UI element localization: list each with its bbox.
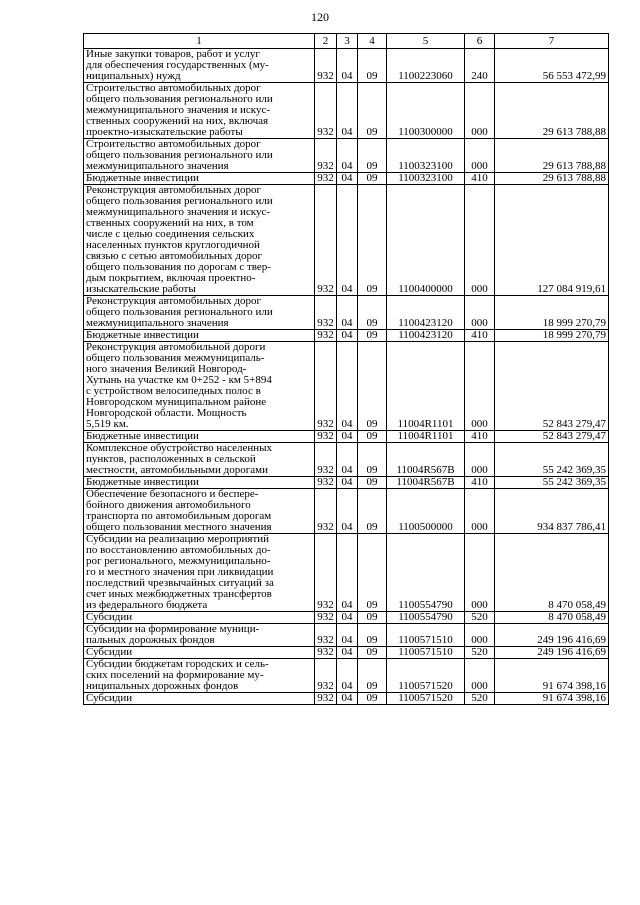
subsection-code-cell: 09 bbox=[358, 173, 387, 185]
target-article-cell: 1100223060 bbox=[387, 49, 465, 83]
expense-type-cell: 000 bbox=[465, 185, 495, 296]
subsection-code-cell: 09 bbox=[358, 612, 387, 624]
expense-name-cell: Бюджетные инвестиции bbox=[84, 173, 315, 185]
section-code-cell: 04 bbox=[337, 443, 358, 477]
expense-type-cell: 240 bbox=[465, 49, 495, 83]
target-article-cell: 1100323100 bbox=[387, 173, 465, 185]
expense-name-cell: Строительство автомобильных дорог общего пользования регионального или межмуниципального значения bbox=[84, 139, 315, 173]
table-row bbox=[84, 693, 609, 705]
expense-name-cell: Бюджетные инвестиции bbox=[84, 477, 315, 489]
section-code-cell: 04 bbox=[337, 342, 358, 431]
expense-type-cell: 520 bbox=[465, 693, 495, 705]
target-article-cell: 1100554790 bbox=[387, 612, 465, 624]
table-row bbox=[84, 659, 609, 693]
target-article-cell: 1100571510 bbox=[387, 624, 465, 647]
section-code-cell: 04 bbox=[337, 477, 358, 489]
amount-cell: 29 613 788,88 bbox=[495, 173, 609, 185]
section-code-cell: 04 bbox=[337, 296, 358, 330]
ministry-code-cell: 932 bbox=[315, 659, 337, 693]
expense-name-cell: Субсидии bbox=[84, 693, 315, 705]
section-code-cell: 04 bbox=[337, 185, 358, 296]
expense-type-cell: 410 bbox=[465, 330, 495, 342]
expense-type-cell: 000 bbox=[465, 534, 495, 612]
subsection-code-cell: 09 bbox=[358, 139, 387, 173]
subsection-code-cell: 09 bbox=[358, 624, 387, 647]
expense-type-cell: 000 bbox=[465, 489, 495, 534]
amount-cell: 91 674 398,16 bbox=[495, 659, 609, 693]
target-article-cell: 1100300000 bbox=[387, 83, 465, 139]
amount-cell: 29 613 788,88 bbox=[495, 139, 609, 173]
amount-cell: 934 837 786,41 bbox=[495, 489, 609, 534]
column-header: 4 bbox=[358, 34, 387, 49]
amount-cell: 55 242 369,35 bbox=[495, 443, 609, 477]
expense-name-cell: Иные закупки товаров, работ и услуг для обеспечения государственных (му- ниципальных) нужд bbox=[84, 49, 315, 83]
section-code-cell: 04 bbox=[337, 139, 358, 173]
section-code-cell: 04 bbox=[337, 612, 358, 624]
target-article-cell: 11004R1101 bbox=[387, 431, 465, 443]
amount-cell: 127 084 919,61 bbox=[495, 185, 609, 296]
table-row bbox=[84, 296, 609, 330]
ministry-code-cell: 932 bbox=[315, 489, 337, 534]
target-article-cell: 1100500000 bbox=[387, 489, 465, 534]
column-header: 6 bbox=[465, 34, 495, 49]
amount-cell: 52 843 279,47 bbox=[495, 431, 609, 443]
subsection-code-cell: 09 bbox=[358, 534, 387, 612]
ministry-code-cell: 932 bbox=[315, 647, 337, 659]
target-article-cell: 1100571520 bbox=[387, 659, 465, 693]
amount-cell: 55 242 369,35 bbox=[495, 477, 609, 489]
expense-name-cell: Бюджетные инвестиции bbox=[84, 431, 315, 443]
expense-type-cell: 000 bbox=[465, 83, 495, 139]
ministry-code-cell: 932 bbox=[315, 431, 337, 443]
expense-type-cell: 000 bbox=[465, 443, 495, 477]
subsection-code-cell: 09 bbox=[358, 477, 387, 489]
expense-type-cell: 410 bbox=[465, 431, 495, 443]
ministry-code-cell: 932 bbox=[315, 83, 337, 139]
ministry-code-cell: 932 bbox=[315, 624, 337, 647]
section-code-cell: 04 bbox=[337, 693, 358, 705]
expense-type-cell: 000 bbox=[465, 139, 495, 173]
expense-name-cell: Субсидии bbox=[84, 647, 315, 659]
expense-name-cell: Субсидии на формирование муници- пальных дорожных фондов bbox=[84, 624, 315, 647]
subsection-code-cell: 09 bbox=[358, 489, 387, 534]
section-code-cell: 04 bbox=[337, 489, 358, 534]
amount-cell: 91 674 398,16 bbox=[495, 693, 609, 705]
ministry-code-cell: 932 bbox=[315, 477, 337, 489]
ministry-code-cell: 932 bbox=[315, 534, 337, 612]
table-row bbox=[84, 624, 609, 647]
table-row bbox=[84, 489, 609, 534]
expense-type-cell: 520 bbox=[465, 612, 495, 624]
amount-cell: 56 553 472,99 bbox=[495, 49, 609, 83]
ministry-code-cell: 932 bbox=[315, 296, 337, 330]
target-article-cell: 1100323100 bbox=[387, 139, 465, 173]
subsection-code-cell: 09 bbox=[358, 83, 387, 139]
subsection-code-cell: 09 bbox=[358, 693, 387, 705]
amount-cell: 29 613 788,88 bbox=[495, 83, 609, 139]
table-row bbox=[84, 612, 609, 624]
target-article-cell: 1100571520 bbox=[387, 693, 465, 705]
section-code-cell: 04 bbox=[337, 659, 358, 693]
section-code-cell: 04 bbox=[337, 534, 358, 612]
amount-cell: 18 999 270,79 bbox=[495, 330, 609, 342]
ministry-code-cell: 932 bbox=[315, 612, 337, 624]
expense-type-cell: 000 bbox=[465, 624, 495, 647]
expense-name-cell: Обеспечение безопасного и беспере- бойного движения автомобильного транспорта по автомобильным дорогам общего пользования местного значения bbox=[84, 489, 315, 534]
section-code-cell: 04 bbox=[337, 431, 358, 443]
table-body bbox=[84, 49, 609, 705]
table-row bbox=[84, 83, 609, 139]
ministry-code-cell: 932 bbox=[315, 139, 337, 173]
subsection-code-cell: 09 bbox=[358, 296, 387, 330]
ministry-code-cell: 932 bbox=[315, 49, 337, 83]
column-header: 2 bbox=[315, 34, 337, 49]
amount-cell: 52 843 279,47 bbox=[495, 342, 609, 431]
target-article-cell: 11004R1101 bbox=[387, 342, 465, 431]
target-article-cell: 1100423120 bbox=[387, 330, 465, 342]
table-row bbox=[84, 185, 609, 296]
table-row bbox=[84, 431, 609, 443]
expense-type-cell: 520 bbox=[465, 647, 495, 659]
expense-name-cell: Субсидии на реализацию мероприятий по восстановлению автомобильных до- рог регионального, межмуниципально- го и местного значения при ликвидации последствий чрезвычайных ситуаций за счет иных межбюджетных трансфертов из федерального бюджета bbox=[84, 534, 315, 612]
section-code-cell: 04 bbox=[337, 83, 358, 139]
expense-type-cell: 000 bbox=[465, 296, 495, 330]
table-row bbox=[84, 477, 609, 489]
expense-name-cell: Комплексное обустройство населенных пунктов, расположенных в сельской местности, автомобильными дорогами bbox=[84, 443, 315, 477]
subsection-code-cell: 09 bbox=[358, 330, 387, 342]
subsection-code-cell: 09 bbox=[358, 443, 387, 477]
column-header: 1 bbox=[84, 34, 315, 49]
ministry-code-cell: 932 bbox=[315, 443, 337, 477]
expense-name-cell: Реконструкция автомобильной дороги общего пользования межмуниципаль- ного значения Великий Новгород- Хутынь на участке км 0+252 - км 5+894 с устройством велосипедных полос в Новгородском муниципальном районе Новгородской области. Мощность 5,519 км. bbox=[84, 342, 315, 431]
subsection-code-cell: 09 bbox=[358, 431, 387, 443]
ministry-code-cell: 932 bbox=[315, 185, 337, 296]
amount-cell: 249 196 416,69 bbox=[495, 647, 609, 659]
section-code-cell: 04 bbox=[337, 624, 358, 647]
expense-name-cell: Субсидии бюджетам городских и сель- ских поселений на формирование му- ниципальных дорожных фондов bbox=[84, 659, 315, 693]
column-header: 7 bbox=[495, 34, 609, 49]
table-row bbox=[84, 49, 609, 83]
table-row bbox=[84, 139, 609, 173]
table-row bbox=[84, 173, 609, 185]
ministry-code-cell: 932 bbox=[315, 330, 337, 342]
expense-type-cell: 000 bbox=[465, 659, 495, 693]
subsection-code-cell: 09 bbox=[358, 342, 387, 431]
target-article-cell: 11004R567B bbox=[387, 443, 465, 477]
amount-cell: 8 470 058,49 bbox=[495, 534, 609, 612]
amount-cell: 249 196 416,69 bbox=[495, 624, 609, 647]
header-row bbox=[84, 34, 609, 49]
ministry-code-cell: 932 bbox=[315, 342, 337, 431]
subsection-code-cell: 09 bbox=[358, 659, 387, 693]
page-number: 120 bbox=[311, 10, 329, 24]
table-row bbox=[84, 534, 609, 612]
budget-table bbox=[83, 33, 609, 705]
subsection-code-cell: 09 bbox=[358, 647, 387, 659]
expense-name-cell: Реконструкция автомобильных дорог общего пользования регионального или межмуниципального значения bbox=[84, 296, 315, 330]
target-article-cell: 1100571510 bbox=[387, 647, 465, 659]
expense-type-cell: 410 bbox=[465, 173, 495, 185]
column-header: 3 bbox=[337, 34, 358, 49]
table-row bbox=[84, 330, 609, 342]
column-header: 5 bbox=[387, 34, 465, 49]
target-article-cell: 1100400000 bbox=[387, 185, 465, 296]
expense-name-cell: Реконструкция автомобильных дорог общего пользования регионального или межмуниципального значения и искус- ственных сооружений на них, в том числе с целью соединения сельских населенных пунктов круглогодичной связью с сетью автомобильных дорог общего пользования по дорогам с твер- дым покрытием, включая проектно- изыскательские работы bbox=[84, 185, 315, 296]
expense-type-cell: 000 bbox=[465, 342, 495, 431]
section-code-cell: 04 bbox=[337, 330, 358, 342]
expense-name-cell: Субсидии bbox=[84, 612, 315, 624]
subsection-code-cell: 09 bbox=[358, 185, 387, 296]
table-row bbox=[84, 647, 609, 659]
amount-cell: 18 999 270,79 bbox=[495, 296, 609, 330]
ministry-code-cell: 932 bbox=[315, 693, 337, 705]
section-code-cell: 04 bbox=[337, 173, 358, 185]
expense-type-cell: 410 bbox=[465, 477, 495, 489]
table-row bbox=[84, 443, 609, 477]
target-article-cell: 1100423120 bbox=[387, 296, 465, 330]
amount-cell: 8 470 058,49 bbox=[495, 612, 609, 624]
ministry-code-cell: 932 bbox=[315, 173, 337, 185]
subsection-code-cell: 09 bbox=[358, 49, 387, 83]
expense-name-cell: Строительство автомобильных дорог общего пользования регионального или межмуниципального значения и искус- ственных сооружений на них, включая проектно-изыскательские работы bbox=[84, 83, 315, 139]
section-code-cell: 04 bbox=[337, 49, 358, 83]
expense-name-cell: Бюджетные инвестиции bbox=[84, 330, 315, 342]
target-article-cell: 11004R567B bbox=[387, 477, 465, 489]
table-row bbox=[84, 342, 609, 431]
section-code-cell: 04 bbox=[337, 647, 358, 659]
target-article-cell: 1100554790 bbox=[387, 534, 465, 612]
